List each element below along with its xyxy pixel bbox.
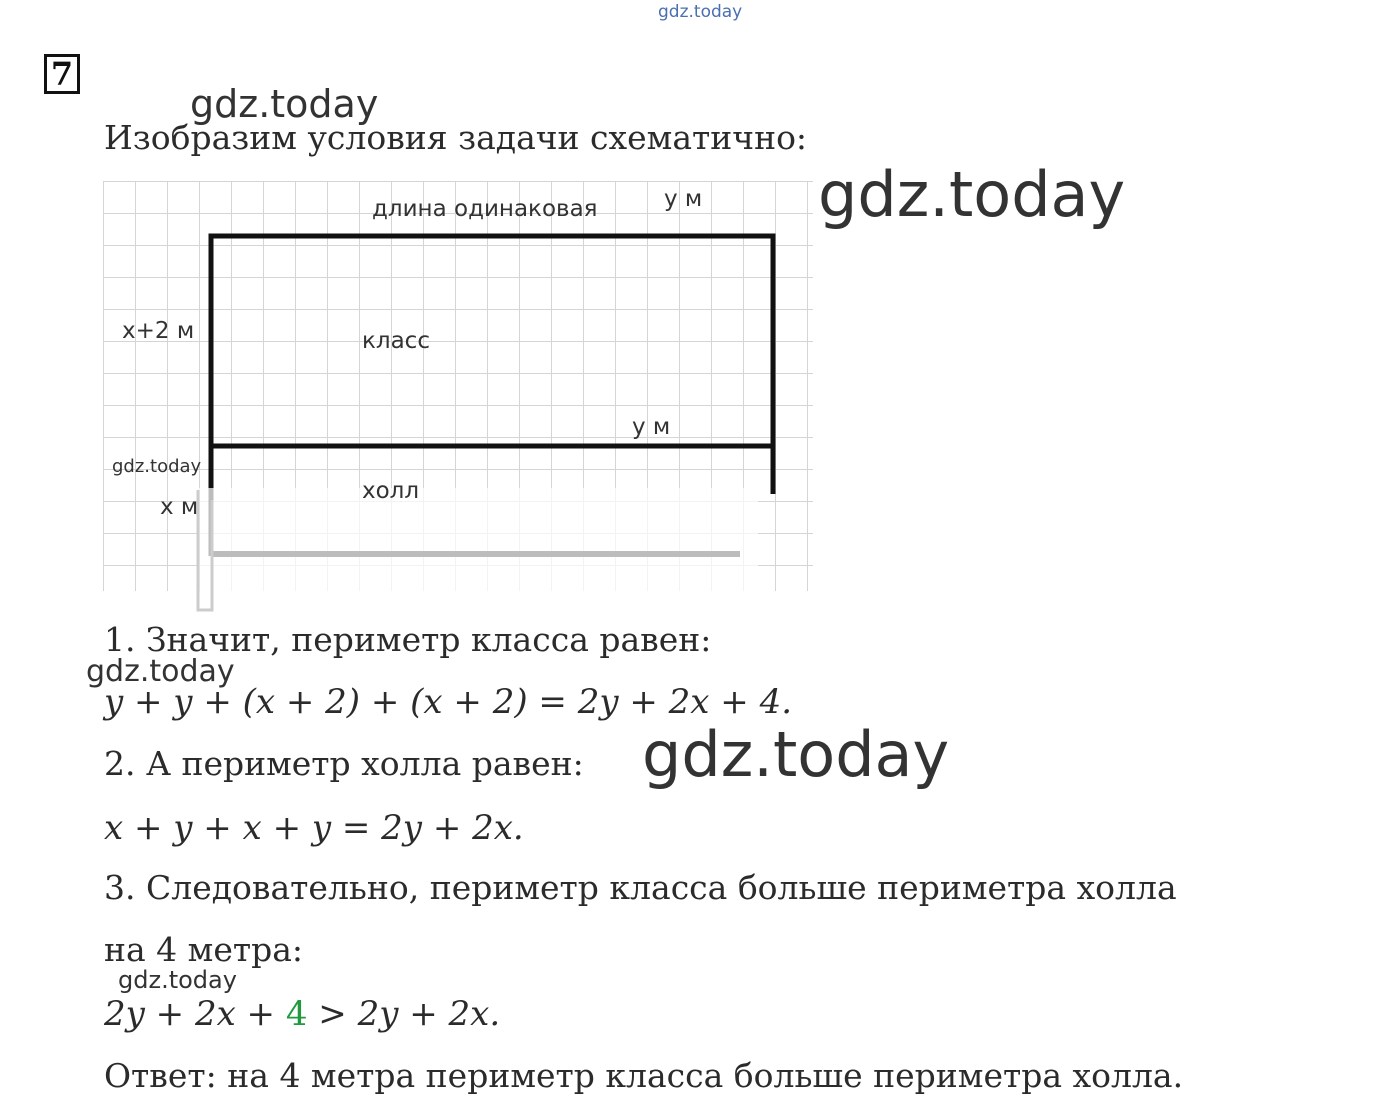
overlay-shape (198, 488, 758, 612)
step-3-continuation: на 4 метра: (104, 930, 304, 969)
middle-width-label: y м (632, 414, 671, 440)
formula-comparison-right: > 2y + 2x. (307, 994, 501, 1034)
step-1-text: 1. Значит, периметр класса равен: (104, 620, 712, 659)
hall-label: холл (362, 478, 420, 504)
intro-text: Изобразим условия задачи схематично: (104, 118, 808, 157)
watermark: gdz.today (118, 966, 237, 994)
watermark: gdz.today (642, 718, 950, 791)
answer-text: Ответ: на 4 метра периметр класса больше периметра холла. (104, 1056, 1184, 1095)
watermark: gdz.today (86, 654, 235, 689)
formula-class-perimeter: y + y + (x + 2) + (x + 2) = 2y + 2x + 4. (104, 682, 793, 722)
step-3-text: 3. Следовательно, периметр класса больше периметра холла (104, 868, 1177, 907)
formula-comparison-highlight: 4 (285, 994, 308, 1034)
formula-comparison-left: 2y + 2x + (104, 994, 286, 1034)
watermark-top: gdz.today (658, 2, 743, 22)
hall-side-label: x м (160, 494, 199, 520)
formula-hall-perimeter: x + y + x + y = 2y + 2x. (104, 808, 524, 848)
class-side-label: x+2 м (122, 318, 195, 344)
watermark: gdz.today (818, 158, 1126, 231)
length-label: длина одинаковая (372, 196, 598, 222)
class-label: класс (362, 328, 430, 354)
top-width-label: y м (664, 186, 703, 212)
watermark: gdz.today (112, 456, 202, 477)
watermark: gdz.today (190, 82, 379, 126)
formula-comparison (104, 994, 500, 1034)
step-2-text: 2. А периметр холла равен: (104, 744, 584, 783)
task-number: 7 (44, 54, 80, 94)
